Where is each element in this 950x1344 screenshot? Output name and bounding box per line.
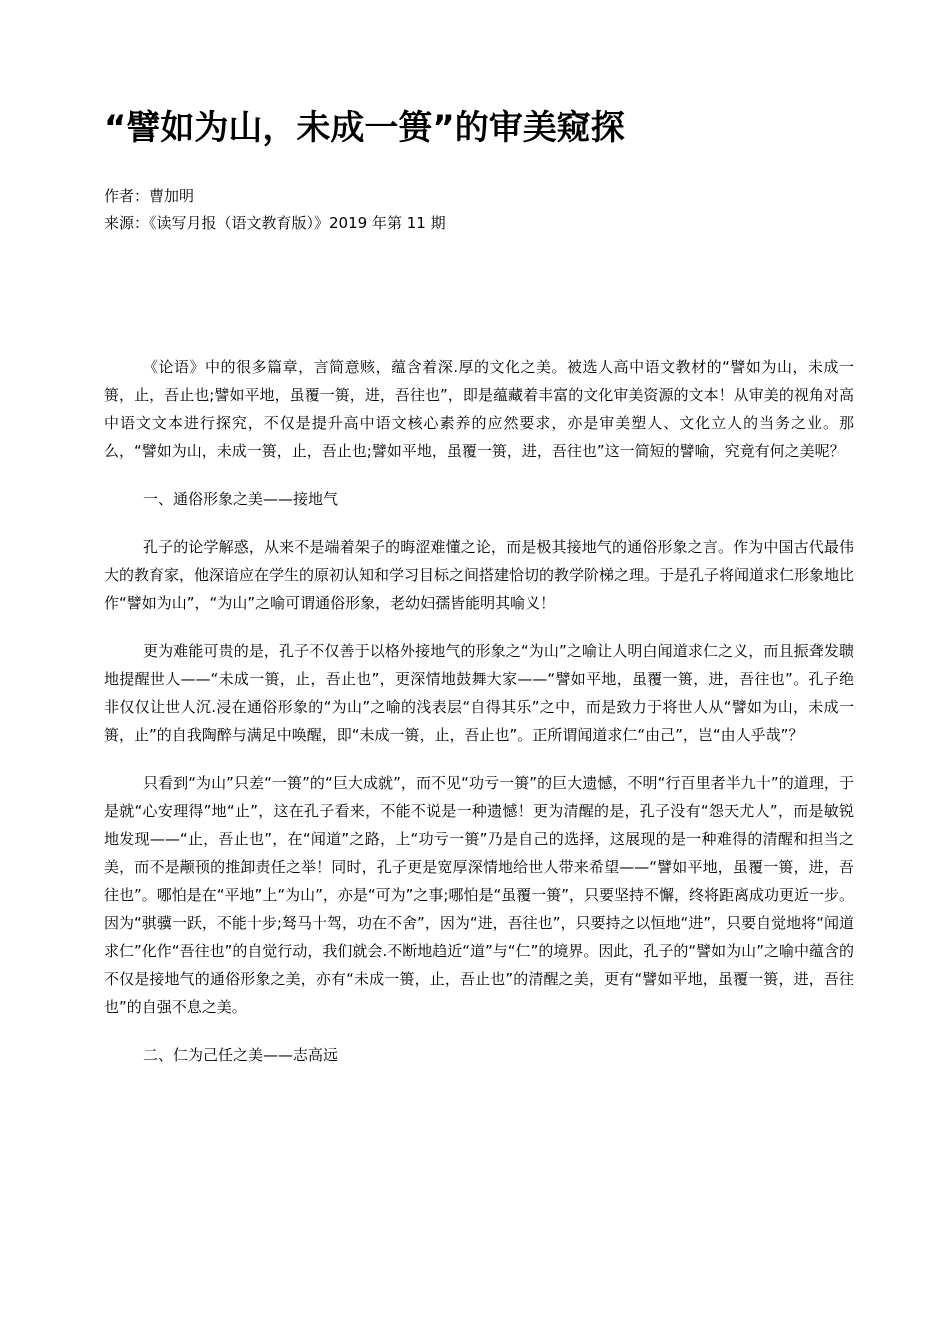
paragraph-4: 只看到“为山”只差“一篑”的“巨大成就”，而不见“功亏一篑”的巨大遗憾，不明“行百里者半九十”的道理，于是就“心安理得”地“止”，这在孔子看来，不能不说是一种遗憾！更为清醒的是，孔子没有“怨天尤人”，而是敏锐地发现——“止，吾止也”，在“闻道”之路，上“功亏一篑”乃是自己的选择，这展现的是一种难得的清醒和担当之美，而不是颟顸的推卸责任之举！同时，孔子更是宽厚深情地给世人带来希望——“譬如平地，虽覆一篑，进，吾往也”。哪怕是在“平地”上“为山”，亦是“可为”之事;哪怕是“虽覆一篑”，只要坚持不懈，终将距离成功更近一步。因为“骐骥一跃，不能十步;驽马十驾，功在不舍”，因为“进，吾往也”，只要持之以恒地“进”，只要自觉地将“闻道求仁”化作“吾往也”的自觉行动，我们就会.不断地趋近“道”与“仁”的境界。因此，孔子的“譬如为山”之喻中蕴含的不仅是接地气的通俗形象之美，亦有“未成一篑，止，吾止也”的清醒之美，更有“譬如平地，虽覆一篑，进，吾往也”的自强不息之美。	[104, 774, 854, 1016]
paragraph-2: 孔子的论学解惑，从来不是端着架子的晦涩难懂之论，而是极其接地气的通俗形象之言。作为中国古代最伟大的教育家，他深谙应在学生的原初认知和学习目标之间搭建恰切的教学阶梯之理。于是孔子将闻道求仁形象地比作“譬如为山”，“为山”之喻可谓通俗形象，老幼妇孺皆能明其喻义！	[104, 538, 855, 612]
source-line: 来源：《读写月报（语文教育版）》2019 年第 11 期	[104, 214, 446, 232]
section-heading-1: 一、通俗形象之美——接地气	[143, 490, 339, 508]
section-heading-2: 二、仁为己任之美——志高远	[143, 1046, 339, 1064]
paragraph-intro: 《论语》中的很多篇章，言简意赅，蕴含着深.厚的文化之美。被选人高中语文教材的“譬如为山，未成一篑，止，吾止也;譬如平地，虽覆一篑，进，吾往也”，即是蕴藏着丰富的文化审美资源的文本！从审美的视角对高中语文文本进行探究，不仅是提升高中语文核心素养的应然要求，亦是审美塑人、文化立人的当务之业。那么，“譬如为山，未成一篑，止，吾止也;譬如平地，虽覆一篑，进，吾往也”这一简短的譬喻，究竟有何之美呢？	[104, 358, 854, 460]
paragraph-3: 更为难能可贵的是，孔子不仅善于以格外接地气的形象之“为山”之喻让人明白闻道求仁之义，而且振聋发聩地提醒世人——“未成一篑，止，吾止也”，更深情地鼓舞大家——“譬如平地，虽覆一篑，进，吾往也”。孔子绝非仅仅让世人沉.浸在通俗形象的“为山”之喻的浅表层“自得其乐”之中，而是致力于将世人从“譬如为山，未成一篑，止”的自我陶醉与满足中唤醒，即“未成一篑，止，吾止也”。正所谓闻道求仁“由己”，岂“由人乎哉”？	[104, 642, 854, 744]
author-line: 作者：曹加明	[104, 187, 195, 205]
article-title: “譬如为山，未成一篑”的审美窥探	[104, 108, 625, 148]
article-body	[104, 353, 854, 1089]
